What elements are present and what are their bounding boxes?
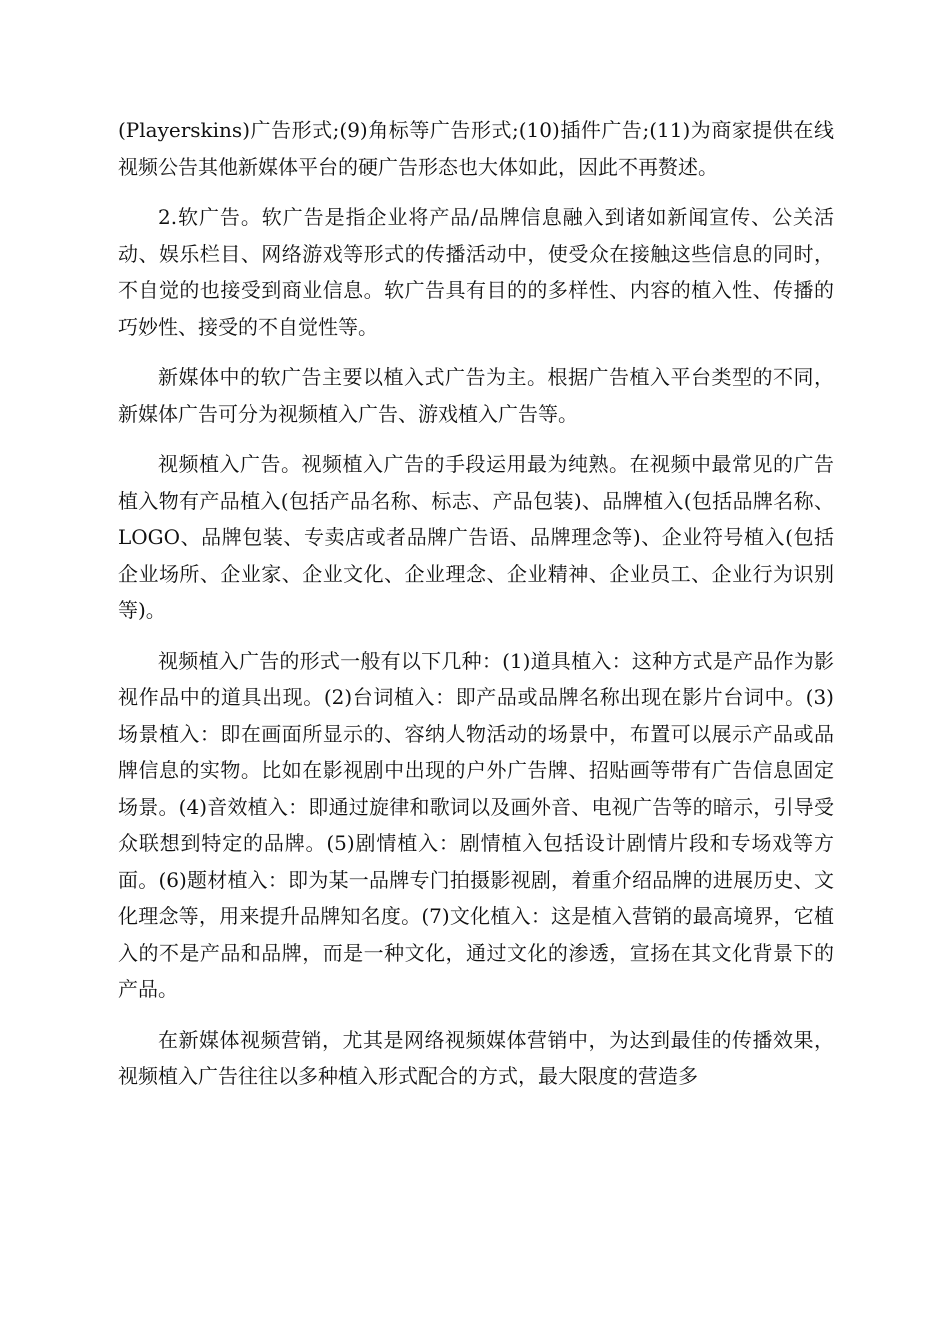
paragraph-video-placement: 视频植入广告。视频植入广告的手段运用最为纯熟。在视频中最常见的广告植入物有产品植入(包括产品名称、标志、产品包装)、品牌植入(包括品牌名称、LOGO、品牌包装、专卖店或者品牌广告语、品牌理念等)、企业符号植入(包括企业场所、企业家、企业文化、企业理念、企业精神、企业员工、企业行为识别等)。	[118, 452, 834, 622]
paragraph-hard-ad-continuation: (Playerskins)广告形式;(9)角标等广告形式;(10)插件广告;(11)为商家提供在线视频公告其他新媒体平台的硬广告形态也大体如此，因此不再赘述。	[118, 118, 834, 179]
paragraph-soft-ad-definition: 2.软广告。软广告是指企业将产品/品牌信息融入到诸如新闻宣传、公关活动、娱乐栏目、网络游戏等形式的传播活动中，使受众在接触这些信息的同时，不自觉的也接受到商业信息。软广告具有目的的多样性、内容的植入性、传播的巧妙性、接受的不自觉性等。	[118, 205, 834, 339]
paragraph-video-marketing: 在新媒体视频营销，尤其是网络视频媒体营销中，为达到最佳的传播效果，视频植入广告往往以多种植入形式配合的方式，最大限度的营造多	[118, 1027, 834, 1088]
paragraph-placement-forms: 视频植入广告的形式一般有以下几种：(1)道具植入：这种方式是产品作为影视作品中的道具出现。(2)台词植入：即产品或品牌名称出现在影片台词中。(3)场景植入：即在画面所显示的、容纳人物活动的场景中，布置可以展示产品或品牌信息的实物。比如在影视剧中出现的户外广告牌、招贴画等带有广告信息固定场景。(4)音效植入：即通过旋律和歌词以及画外音、电视广告等的暗示，引导受众联想到特定的品牌。(5)剧情植入：剧情植入包括设计剧情片段和专场戏等方面。(6)题材植入：即为某一品牌专门拍摄影视剧，着重介绍品牌的进展历史、文化理念等，用来提升品牌知名度。(7)文化植入：这是植入营销的最高境界，它植入的不是产品和品牌，而是一种文化，通过文化的渗透，宣扬在其文化背景下的产品。	[118, 648, 834, 1001]
paragraph-soft-ad-types: 新媒体中的软广告主要以植入式广告为主。根据广告植入平台类型的不同，新媒体广告可分为视频植入广告、游戏植入广告等。	[118, 365, 834, 426]
document-page	[118, 112, 834, 1109]
